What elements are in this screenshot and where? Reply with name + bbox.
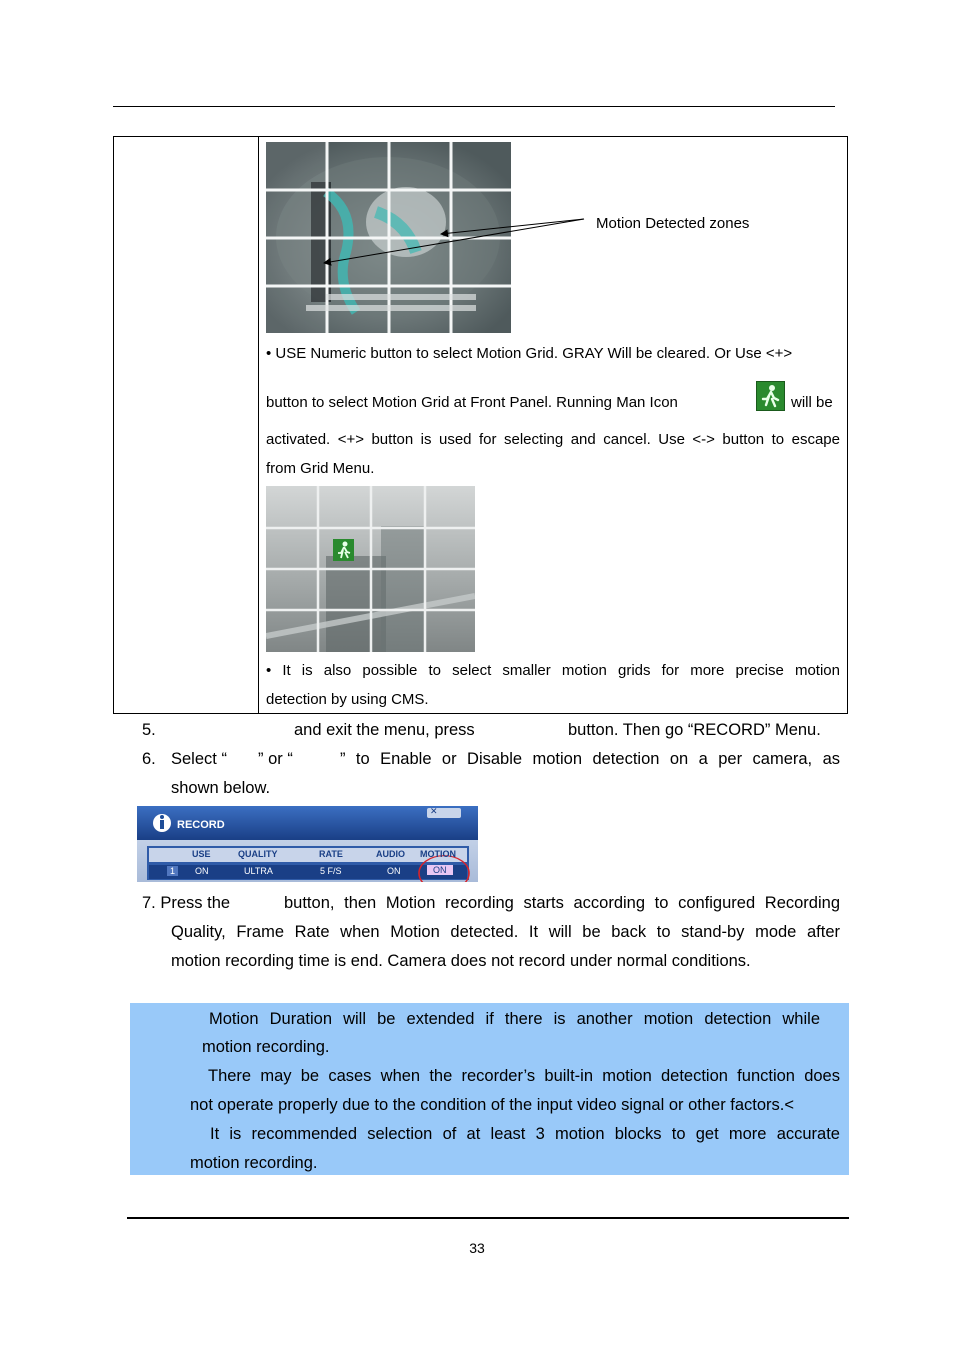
record-menu-panel	[137, 806, 478, 882]
running-man-grid-screenshot	[266, 486, 475, 652]
note1-line1: Motion Duration will be extended if there is another motion detection while	[209, 1010, 820, 1028]
bullet1-line2-b: will be	[791, 394, 833, 411]
use-value[interactable]: ON	[195, 866, 209, 876]
bullet1-line2-a: button to select Motion Grid at Front Panel. Running Man Icon	[266, 394, 678, 411]
audio-value[interactable]: ON	[387, 866, 401, 876]
step6-number: 6.	[142, 750, 156, 768]
camera-number: 1	[167, 866, 178, 876]
bullet2-line2: detection by using CMS.	[266, 691, 429, 708]
note3-line1: It is recommended selection of at least 3 motion blocks to get more accurate	[210, 1125, 840, 1143]
step6-rest: ” to Enable or Disable motion detection on a per camera, as	[340, 750, 840, 768]
col-rate: RATE	[319, 849, 343, 859]
col-quality: QUALITY	[238, 849, 278, 859]
note2-line2: not operate properly due to the condition of the input video signal or other factors.<	[190, 1096, 795, 1114]
footer-rule	[127, 1217, 849, 1219]
header-rule	[113, 106, 835, 107]
bullet1-line3: activated. <+> button is used for selecting and cancel. Use <-> button to escape	[266, 431, 840, 448]
step5-number: 5.	[142, 721, 156, 739]
step6-or: ” or “	[258, 750, 293, 768]
note3-line2: motion recording.	[190, 1154, 318, 1172]
col-use: USE	[192, 849, 211, 859]
step5-text-b: button. Then go “RECORD” Menu.	[568, 721, 821, 739]
callout-label: Motion Detected zones	[596, 215, 750, 232]
bullet2-line1: • It is also possible to select smaller motion grids for more precise motion	[266, 662, 840, 679]
bullet1-line1: • USE Numeric button to select Motion Grid. GRAY Will be cleared. Or Use <+>	[266, 345, 793, 362]
step7-line3: motion recording time is end. Camera does not record under normal conditions.	[171, 952, 751, 970]
table-column-divider	[258, 137, 259, 713]
col-motion: MOTION	[420, 849, 456, 859]
step6-select: Select “	[171, 750, 227, 768]
step7-press: 7. Press the	[142, 894, 231, 912]
running-man-icon	[756, 381, 785, 411]
step7-line2: Quality, Frame Rate when Motion detected. It will be back to stand-by mode after	[171, 923, 840, 941]
rate-value[interactable]: 5 F/S	[320, 866, 342, 876]
quality-value[interactable]: ULTRA	[244, 866, 273, 876]
page-number: 33	[469, 1240, 485, 1256]
step6-line2: shown below.	[171, 779, 271, 797]
step5-text-a: and exit the menu, press	[294, 721, 475, 739]
close-icon[interactable]: ✕	[430, 806, 438, 816]
motion-value[interactable]: ON	[427, 865, 453, 875]
callout-arrows	[300, 210, 600, 270]
step7-rest: button, then Motion recording starts according to configured Recording	[284, 894, 840, 912]
note2-line1: There may be cases when the recorder’s built-in motion detection function does	[208, 1067, 840, 1085]
col-audio: AUDIO	[376, 849, 405, 859]
bullet1-line4: from Grid Menu.	[266, 460, 375, 477]
note1-line2: motion recording.	[202, 1038, 330, 1056]
record-title: RECORD	[177, 819, 225, 831]
